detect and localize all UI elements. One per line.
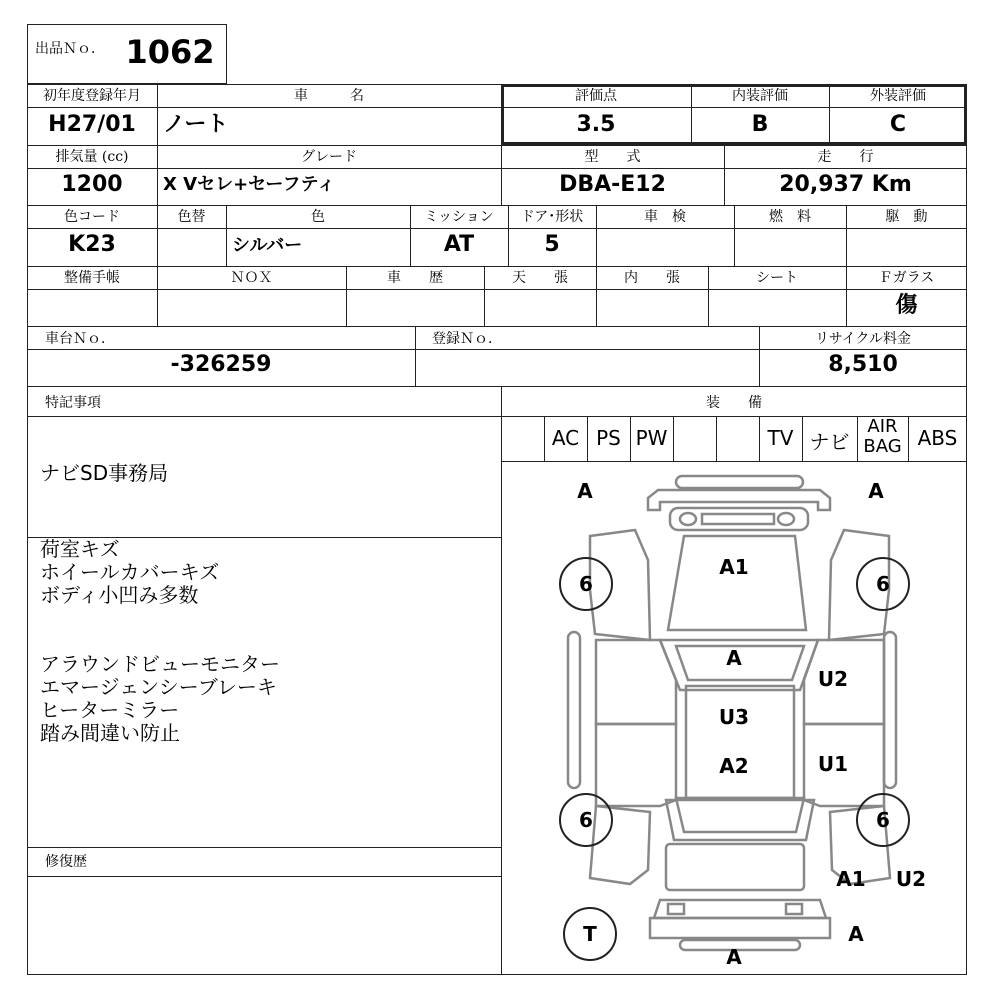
damage-wheel-fl: 6 [579,572,593,596]
interior-label: 内装評価 [732,88,788,104]
hline [27,205,967,206]
exterior-label: 外装評価 [870,88,926,104]
hline [27,386,967,387]
hline [27,416,967,417]
remarks-text-1: ナビSD事務局 [40,461,169,485]
color-code-value: K23 [68,232,116,257]
score-label: 評価点 [575,88,617,104]
door-value: 5 [544,232,560,257]
lot-number: 1062 [125,33,215,71]
drive-label: 駆 動 [885,209,928,225]
grade-value: X Vセレ+セーフティ [163,174,336,195]
vline [415,326,416,386]
door-label: ドア･形状 [520,209,584,225]
damage-rear-u2: U2 [895,867,927,891]
hline [27,266,967,267]
roof-label: 天 張 [512,270,568,286]
hline [27,168,967,169]
inspection-label: 車 検 [644,209,686,225]
equipment-ps: PS [596,426,621,450]
equipment-abs: ABS [917,426,958,450]
damage-spare: T [583,922,597,946]
hline [27,289,967,290]
recycle-value: 8,510 [828,352,898,377]
fglass-value: 傷 [895,293,918,318]
car-name-label: 車 名 [294,88,364,104]
damage-roof-front: A [726,646,742,670]
damage-hood: A1 [719,555,749,579]
damage-right-rear-door: U1 [817,752,849,776]
car-name-value: ノート [163,112,229,137]
nox-label: ＮＯＸ [230,270,273,286]
first-reg-label: 初年度登録年月 [43,88,141,104]
mission-label: ミッション [424,209,494,225]
mileage-value: 20,937 Km [779,172,912,197]
model-value: DBA-E12 [559,172,666,197]
color-code-label: 色コード [64,209,120,225]
damage-front-left: A [577,479,593,503]
damage-roof: U3 [718,705,750,729]
maintenance-label: 整備手帳 [64,270,120,286]
hline [27,228,967,229]
grade-label: グレード [301,149,357,165]
seat-label: シート [756,270,798,286]
fuel-label: 燃 料 [769,209,811,225]
model-label: 型 式 [584,149,641,165]
score-value: 3.5 [576,112,616,137]
vline [673,416,674,461]
equipment-airbag: AIR BAG [863,416,902,457]
first-reg-value: H27/01 [48,112,136,137]
recycle-label: リサイクル料金 [814,331,912,347]
repaint-label: 色替 [177,209,206,225]
mission-value: AT [443,232,475,257]
damage-front-right: A [868,479,884,503]
chassis-value: -326259 [170,352,272,377]
damage-right-front-door: U2 [817,667,849,691]
interior-value: B [751,112,769,137]
color-value: シルバー [232,235,303,256]
history-label: 車 歴 [387,270,443,286]
mileage-label: 走 行 [817,149,874,165]
remarks-text-2: 荷室キズ ホイールカバーキズ ボディ小凹み多数 アラウンドビューモニター エマージェンシーブレーキ ヒーターミラー 踏み間違い防止 [40,537,280,745]
equipment-ac: AC [551,426,580,450]
hline [27,326,967,327]
chassis-label: 車台Ｎｏ． [45,331,115,347]
equipment-tv: TV [767,426,794,450]
reg-no-label: 登録Ｎｏ． [432,331,502,347]
repair-label: 修復歴 [45,854,87,870]
equipment-pw: PW [635,426,668,450]
hline [27,145,967,146]
damage-rear-a1: A1 [836,867,866,891]
damage-wheel-fr: 6 [876,572,890,596]
displacement-value: 1200 [61,172,123,197]
fglass-label: Ｆガラス [878,270,935,286]
inner-label: 内 張 [624,270,680,286]
damage-rear-bumper: A [726,945,742,969]
lot-label: 出品Ｎｏ． [35,41,105,57]
damage-rear-bumper-right: A [848,922,864,946]
damage-roof-rear: A2 [719,754,749,778]
damage-wheel-rr: 6 [876,808,890,832]
color-label: 色 [311,209,325,225]
equipment-navi: ナビ [809,430,850,454]
remarks-label: 特記事項 [45,395,101,411]
damage-wheel-rl: 6 [579,808,593,832]
hline [27,876,501,877]
hline [27,847,501,848]
hline [27,349,967,350]
equipment-label: 装 備 [706,395,762,411]
vline [716,416,717,461]
displacement-label: 排気量 (cc) [55,149,129,165]
exterior-value: C [889,112,907,137]
